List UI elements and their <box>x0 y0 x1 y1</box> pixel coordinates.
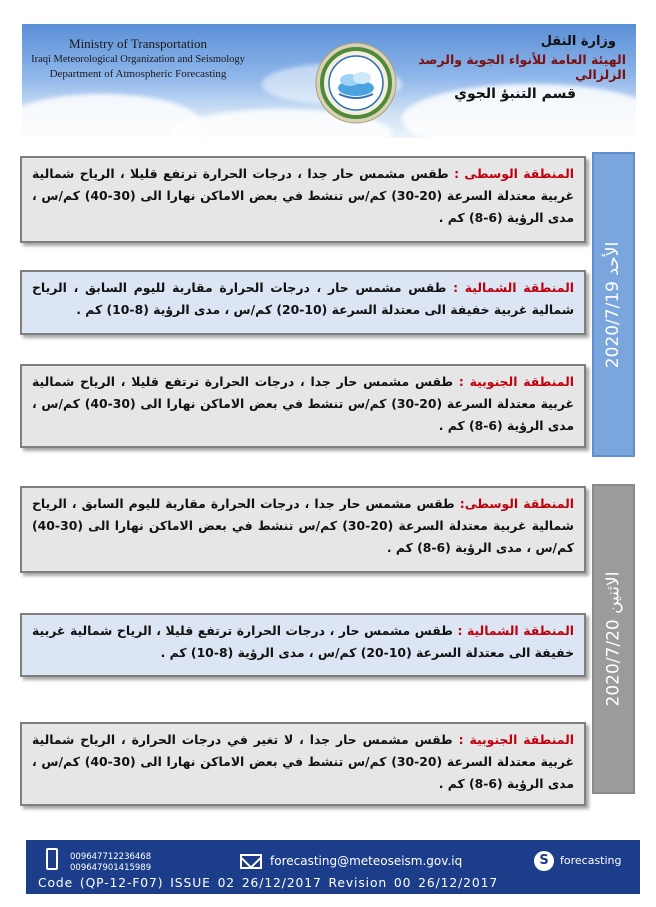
document-code: Code (QP-12-F07) ISSUE 02 26/12/2017 Revision 00 26/12/2017 <box>38 876 499 890</box>
date-label: الأحد 2020/7/19 <box>603 241 624 368</box>
footer <box>26 840 640 894</box>
forecast-text: طقس مشمس حار جدا ، درجات الحرارة ترتفع قليلا ، الرياح شمالية غربية معتدلة السرعة (20-30) كم/س تنشط في بعض الاماكن نهارا الى (30-40) كم/س ، مدى الرؤية (6-8) كم . <box>32 166 575 225</box>
region-label: المنطقة الشمالية : <box>453 280 574 295</box>
date-label: الاثنين 2020/7/20 <box>603 571 624 707</box>
forecast-central-day1 <box>20 156 586 243</box>
skype-handle[interactable]: forecasting <box>560 854 622 867</box>
date-tab-day2 <box>592 484 635 794</box>
region-label: المنطقة الوسطى : <box>454 166 574 181</box>
department-name-en: Department of Atmospheric Forecasting <box>49 68 227 80</box>
department-name-ar: قسم التنبؤ الجوي <box>454 86 576 102</box>
header-banner <box>22 24 636 138</box>
forecast-central-day2 <box>20 486 586 573</box>
forecast-north-day2 <box>20 613 586 677</box>
ministry-name-en: Ministry of Transportation <box>69 36 207 51</box>
forecast-south-day1 <box>20 364 586 448</box>
forecast-text: طقس مشمس حار ، درجات الحرارة ترتفع قليلا ، الرياح شمالية غربية خفيفة الى معتدلة السرعة (10-20) كم/س ، مدى الرؤية (8-10) كم . <box>32 623 574 660</box>
phone-icon <box>46 848 58 870</box>
ministry-name-ar: وزارة النقل <box>540 34 616 49</box>
region-label: المنطقة الجنوبية : <box>458 374 574 389</box>
phone-numbers <box>70 852 151 874</box>
mail-icon <box>240 854 262 869</box>
forecast-text: طقس مشمس حار ، درجات الحرارة مقاربة لليوم السابق ، الرياح شمالية غربية خفيفة الى معتدلة السرعة (10-20) كم/س ، مدى الرؤية (8-10) كم . <box>32 280 574 317</box>
forecast-text: طقس مشمس حار جدا ، لا تغير في درجات الحرارة ، الرياح شمالية غربية معتدلة السرعة (20-30) كم/س تنشط في بعض الاماكن نهارا الى (30-40) كم/س ، مدى الرؤية (6-8) كم . <box>32 732 575 791</box>
region-label: المنطقة الجنوبية : <box>458 732 574 747</box>
organization-name-en: Iraqi Meteorological Organization and Seismology <box>31 54 245 65</box>
date-tab-day1 <box>592 152 635 457</box>
header-english <box>28 36 248 80</box>
forecast-south-day2 <box>20 722 586 806</box>
forecast-text: طقس مشمس حار جدا ، درجات الحرارة مقاربة لليوم السابق ، الرياح شمالية غربية معتدلة السرعة (20-30) كم/س تنشط في بعض الاماكن نهارا الى (30-40) كم/س ، مدى الرؤية (6-8) كم . <box>32 496 574 555</box>
header-arabic <box>386 34 626 102</box>
email-link[interactable]: forecasting@meteoseism.gov.iq <box>270 854 463 868</box>
organization-name-ar: الهيئة العامة للأنواء الجوية والرصد الزلزالي <box>418 52 626 82</box>
region-label: المنطقة الشمالية : <box>457 623 574 638</box>
organization-logo <box>315 42 397 124</box>
phone-number: 009647712236468 <box>70 852 152 862</box>
forecast-north-day1 <box>20 270 586 335</box>
region-label: المنطقة الوسطى: <box>459 496 574 511</box>
forecast-text: طقس مشمس حار جدا ، درجات الحرارة ترتفع قليلا ، الرياح شمالية غربية معتدلة السرعة (20-30) كم/س تنشط في بعض الاماكن نهارا الى (30-40) كم/س ، مدى الرؤية (6-8) كم . <box>32 374 575 433</box>
skype-icon: S <box>534 851 554 871</box>
phone-number: 009647901415989 <box>70 863 152 873</box>
